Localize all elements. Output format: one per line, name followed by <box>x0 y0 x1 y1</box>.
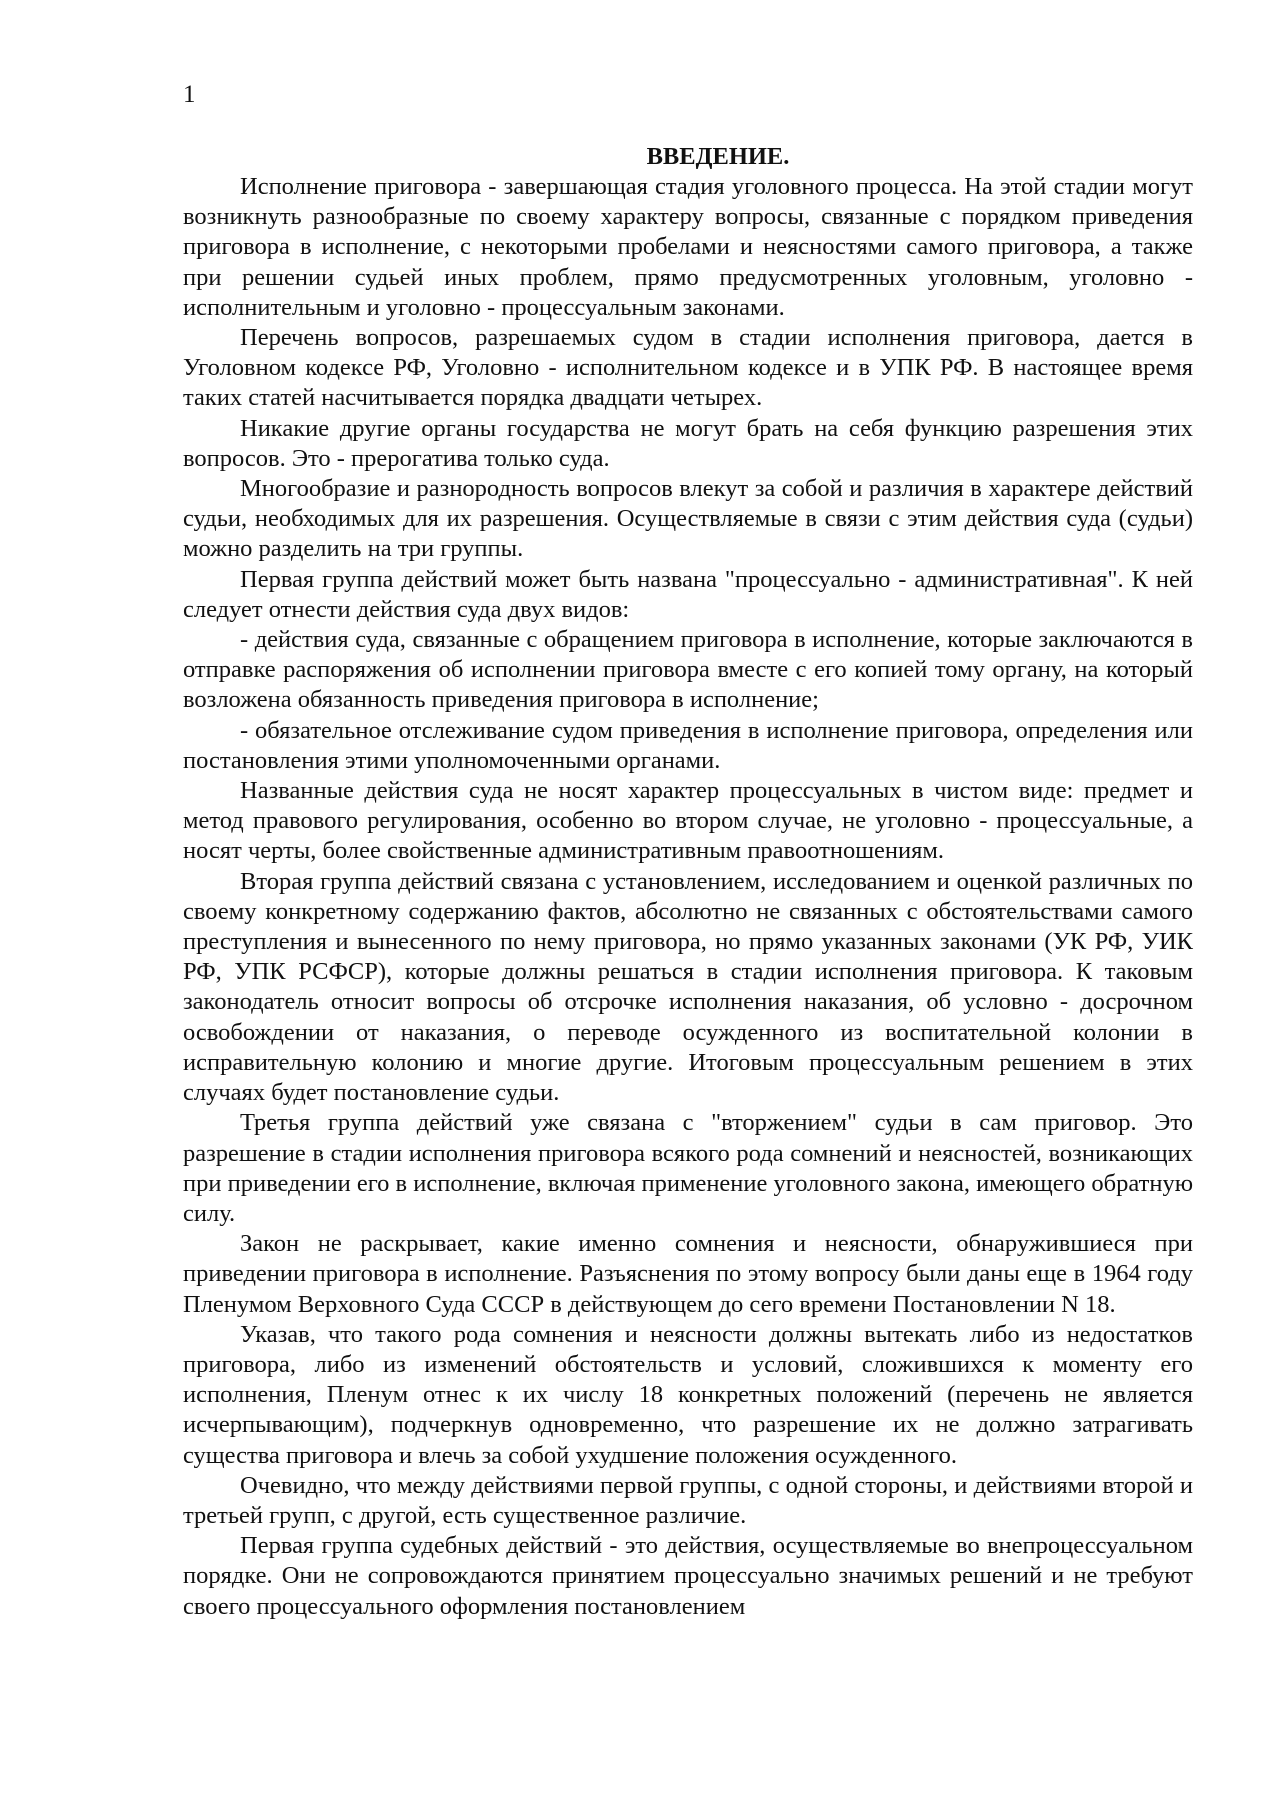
paragraph-4: Многообразие и разнородность вопросов влекут за собой и различия в характере действий судьи, необходимых для их разрешения. Осуществляемые в связи с этим действия суда (судьи) можно разделить на три группы. <box>183 475 1193 563</box>
paragraph-2: Перечень вопросов, разрешаемых судом в стадии исполнения приговора, дается в Уголовном кодексе РФ, Уголовно - исполнительном кодексе и в УПК РФ. В настоящее время таких статей насчитывается порядка двадцати четырех. <box>183 324 1193 412</box>
paragraph-10: Указав, что такого рода сомнения и неясности должны вытекать либо из недостатков приговора, либо из изменений обстоятельств и условий, сложившихся к моменту его исполнения, Пленум отнес к их числу 18 конкретных положений (перечень не является исчерпывающим), подчеркнув одновременно, что разрешение их не должно затрагивать существа приговора и влечь за собой ухудшение положения осужденного. <box>183 1320 1193 1469</box>
paragraph-6: Названные действия суда не носят характер процессуальных в чистом виде: предмет и метод правового регулирования, особенно во втором случае, не уголовно - процессуальные, а носят черты, более свойственные административным правоотношениям. <box>183 777 1193 865</box>
paragraph-7: Вторая группа действий связана с установлением, исследованием и оценкой различных по своему конкретному содержанию фактов, абсолютно не связанных с обстоятельствами самого преступления и вынесенного по нему приговора, но прямо указанных законами (УК РФ, УИК РФ, УПК РСФСР), которые должны решаться в стадии исполнения приговора. К таковым законодатель относит вопросы об отсрочке исполнения наказания, об условно - досрочном освобождении от наказания, о переводе осужденного из воспитательной колонии в исправительную колонию и многие другие. Итоговым процессуальным решением в этих случаях будет постановление судьи. <box>183 867 1193 1107</box>
section-heading: ВВЕДЕНИЕ. <box>646 143 790 170</box>
page-number: 1 <box>183 81 196 108</box>
paragraph-3: Никакие другие органы государства не могут брать на себя функцию разрешения этих вопросов. Это - прерогатива только суда. <box>183 414 1193 472</box>
paragraph-11: Очевидно, что между действиями первой группы, с одной стороны, и действиями второй и третьей групп, с другой, есть существенное различие. <box>183 1471 1193 1529</box>
paragraph-8: Третья группа действий уже связана с "вторжением" судьи в сам приговор. Это разрешение в стадии исполнения приговора всякого рода сомнений и неясностей, возникающих при приведении его в исполнение, включая применение уголовного закона, имеющего обратную силу. <box>183 1109 1193 1227</box>
paragraph-1: Исполнение приговора - завершающая стадия уголовного процесса. На этой стадии могут возникнуть разнообразные по своему характеру вопросы, связанные с порядком приведения приговора в исполнение, с некоторыми пробелами и неясностями самого приговора, а также при решении судьей иных проблем, прямо предусмотренных уголовным, уголовно - исполнительным и уголовно - процессуальным законами. <box>183 173 1193 321</box>
paragraph-12: Первая группа судебных действий - это действия, осуществляемые во внепроцессуальном порядке. Они не сопровождаются принятием процессуально значимых решений и не требуют своего процессуального оформления постановлением <box>183 1532 1193 1620</box>
list-item-1: - действия суда, связанные с обращением приговора в исполнение, которые заключаются в отправке распоряжения об исполнении приговора вместе с его копией тому органу, на который возложена обязанность приведения приговора в исполнение; <box>183 626 1193 714</box>
paragraph-5: Первая группа действий может быть названа "процессуально - административная". К ней следует отнести действия суда двух видов: <box>183 565 1193 623</box>
document-body <box>183 142 1193 1622</box>
paragraph-9: Закон не раскрывает, какие именно сомнения и неясности, обнаружившиеся при приведении приговора в исполнение. Разъяснения по этому вопросу были даны еще в 1964 году Пленумом Верховного Суда СССР в действующем до сего времени Постановлении N 18. <box>183 1230 1193 1318</box>
list-item-2: - обязательное отслеживание судом приведения в исполнение приговора, определения или постановления этими уполномоченными органами. <box>183 716 1193 774</box>
